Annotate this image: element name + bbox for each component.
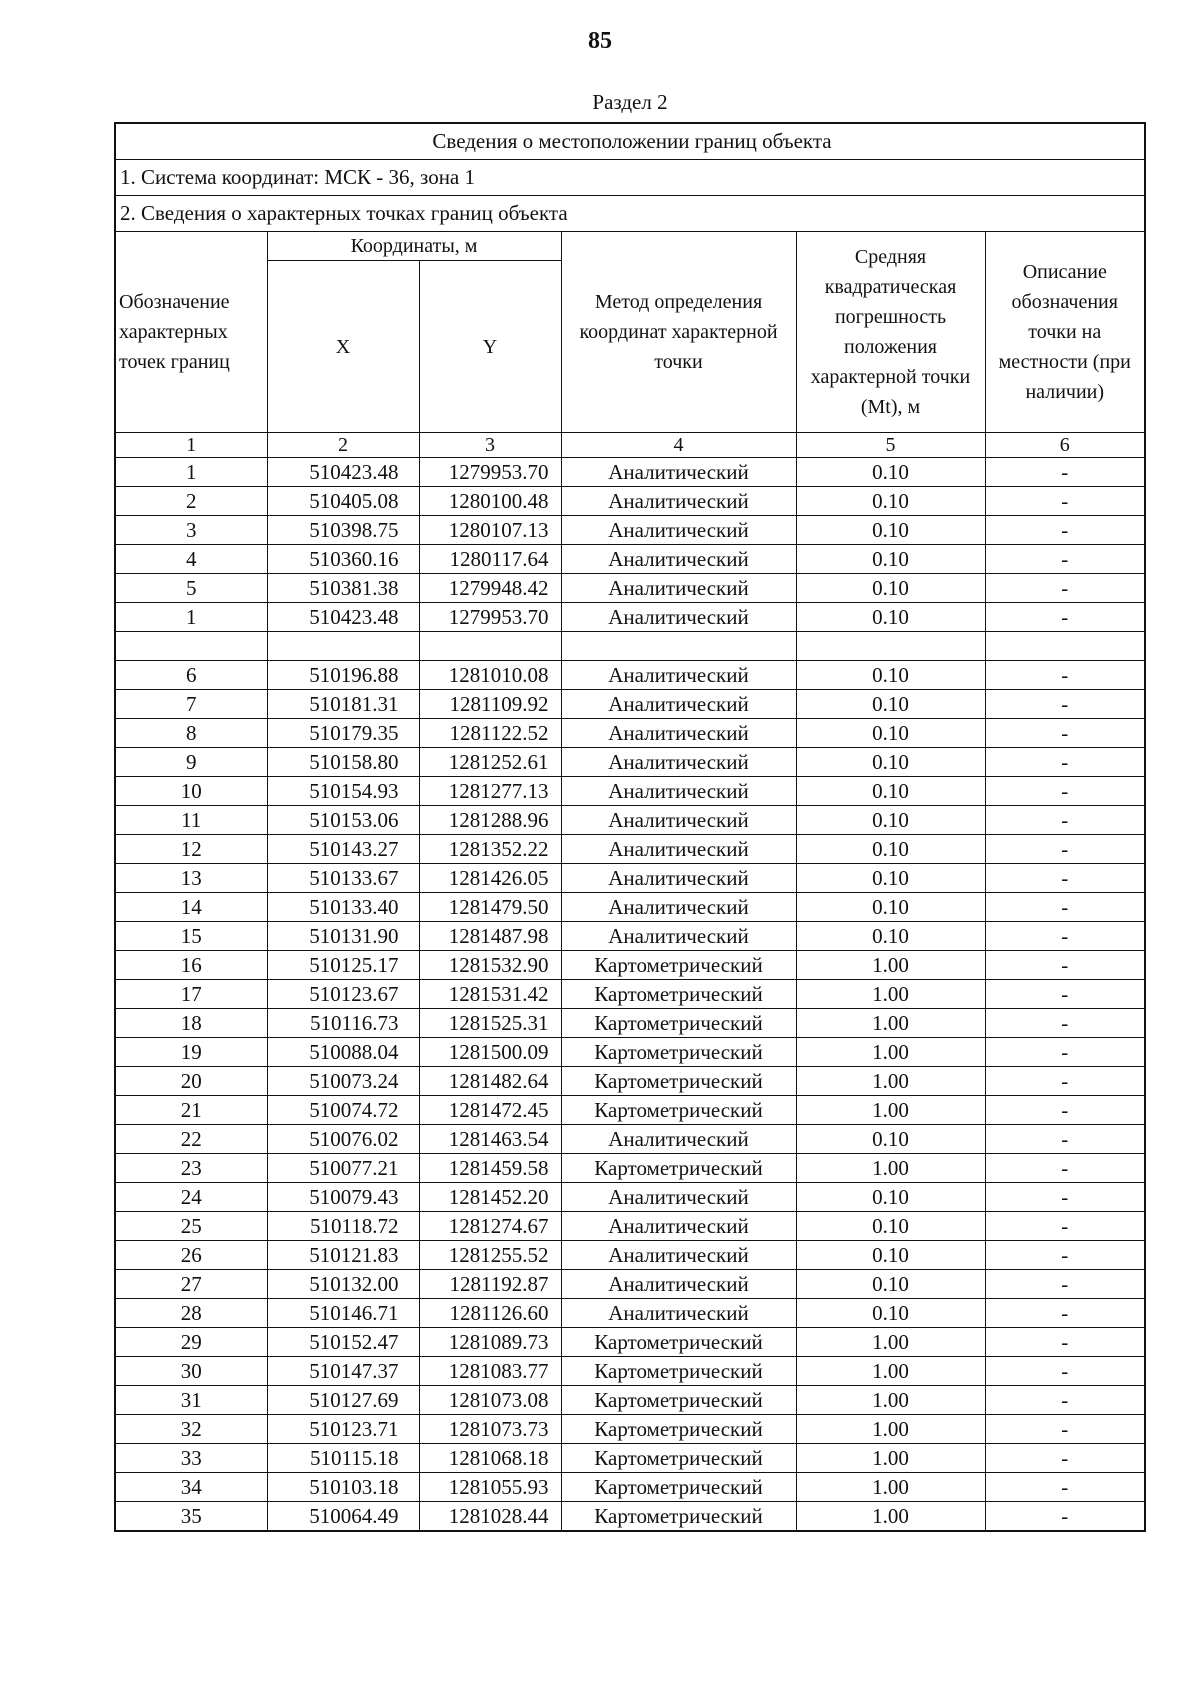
x-coordinate-cell: 510146.71 (267, 1299, 419, 1328)
description-cell: - (985, 1212, 1145, 1241)
description-cell: - (985, 603, 1145, 632)
table-row (115, 574, 1145, 603)
method-cell: Картометрический (561, 951, 796, 980)
accuracy-cell: 0.10 (796, 1241, 985, 1270)
accuracy-cell: 1.00 (796, 1444, 985, 1473)
empty-cell (419, 632, 561, 661)
y-coordinate-cell: 1281028.44 (419, 1502, 561, 1532)
description-cell: - (985, 1154, 1145, 1183)
section-title: Раздел 2 (592, 90, 668, 114)
description-cell: - (985, 951, 1145, 980)
coord-system-line: 1. Система координат: МСК - 36, зона 1 (115, 160, 1145, 196)
method-cell: Аналитический (561, 719, 796, 748)
point-number-cell: 21 (115, 1096, 267, 1125)
x-coordinate-cell: 510153.06 (267, 806, 419, 835)
header-coordinates: Координаты, м (267, 232, 561, 261)
accuracy-cell: 1.00 (796, 1502, 985, 1532)
table-row (115, 690, 1145, 719)
y-coordinate-cell: 1281288.96 (419, 806, 561, 835)
description-cell: - (985, 574, 1145, 603)
method-cell: Аналитический (561, 1241, 796, 1270)
column-number: 4 (561, 433, 796, 458)
header-y: Y (419, 261, 561, 433)
x-coordinate-cell: 510125.17 (267, 951, 419, 980)
column-number: 6 (985, 433, 1145, 458)
method-cell: Аналитический (561, 835, 796, 864)
method-cell: Аналитический (561, 748, 796, 777)
y-coordinate-cell: 1281482.64 (419, 1067, 561, 1096)
method-cell: Аналитический (561, 487, 796, 516)
description-cell: - (985, 1357, 1145, 1386)
y-coordinate-cell: 1281426.05 (419, 864, 561, 893)
x-coordinate-cell: 510143.27 (267, 835, 419, 864)
method-cell: Картометрический (561, 1357, 796, 1386)
table-row (115, 748, 1145, 777)
point-number-cell: 5 (115, 574, 267, 603)
x-coordinate-cell: 510179.35 (267, 719, 419, 748)
description-cell: - (985, 1502, 1145, 1532)
y-coordinate-cell: 1281255.52 (419, 1241, 561, 1270)
accuracy-cell: 1.00 (796, 1386, 985, 1415)
table-row (115, 1270, 1145, 1299)
accuracy-cell: 0.10 (796, 690, 985, 719)
description-cell: - (985, 516, 1145, 545)
separator-row (115, 632, 1145, 661)
empty-cell (561, 632, 796, 661)
table-row (115, 922, 1145, 951)
point-number-cell: 7 (115, 690, 267, 719)
table-row (115, 661, 1145, 690)
x-coordinate-cell: 510118.72 (267, 1212, 419, 1241)
description-cell: - (985, 922, 1145, 951)
y-coordinate-cell: 1281500.09 (419, 1038, 561, 1067)
accuracy-cell: 1.00 (796, 1357, 985, 1386)
column-number: 2 (267, 433, 419, 458)
table-row (115, 1212, 1145, 1241)
table-row (115, 777, 1145, 806)
method-cell: Аналитический (561, 806, 796, 835)
x-coordinate-cell: 510423.48 (267, 458, 419, 487)
method-cell: Аналитический (561, 661, 796, 690)
column-number: 5 (796, 433, 985, 458)
table-row (115, 1125, 1145, 1154)
point-number-cell: 6 (115, 661, 267, 690)
description-cell: - (985, 1415, 1145, 1444)
header-accuracy: Средняя квадратическая погрешность положения характерной точки (Mt), м (796, 232, 985, 433)
point-number-cell: 11 (115, 806, 267, 835)
table-row (115, 893, 1145, 922)
table-title: Сведения о местоположении границ объекта (115, 123, 1145, 160)
empty-cell (796, 632, 985, 661)
y-coordinate-cell: 1281089.73 (419, 1328, 561, 1357)
description-cell: - (985, 1096, 1145, 1125)
table-row (115, 1444, 1145, 1473)
accuracy-cell: 0.10 (796, 487, 985, 516)
y-coordinate-cell: 1281472.45 (419, 1096, 561, 1125)
x-coordinate-cell: 510158.80 (267, 748, 419, 777)
x-coordinate-cell: 510152.47 (267, 1328, 419, 1357)
table-row (115, 1473, 1145, 1502)
y-coordinate-cell: 1281352.22 (419, 835, 561, 864)
table-row (115, 951, 1145, 980)
description-cell: - (985, 835, 1145, 864)
method-cell: Аналитический (561, 1299, 796, 1328)
method-cell: Аналитический (561, 1183, 796, 1212)
column-number: 3 (419, 433, 561, 458)
column-number: 1 (115, 433, 267, 458)
method-cell: Аналитический (561, 922, 796, 951)
y-coordinate-cell: 1281010.08 (419, 661, 561, 690)
accuracy-cell: 0.10 (796, 719, 985, 748)
x-coordinate-cell: 510088.04 (267, 1038, 419, 1067)
accuracy-cell: 0.10 (796, 1299, 985, 1328)
method-cell: Картометрический (561, 1096, 796, 1125)
accuracy-cell: 0.10 (796, 603, 985, 632)
point-number-cell: 14 (115, 893, 267, 922)
point-number-cell: 28 (115, 1299, 267, 1328)
x-coordinate-cell: 510133.40 (267, 893, 419, 922)
x-coordinate-cell: 510116.73 (267, 1009, 419, 1038)
point-number-cell: 17 (115, 980, 267, 1009)
point-number-cell: 34 (115, 1473, 267, 1502)
description-cell: - (985, 1270, 1145, 1299)
description-cell: - (985, 893, 1145, 922)
point-number-cell: 22 (115, 1125, 267, 1154)
accuracy-cell: 1.00 (796, 1415, 985, 1444)
table-row (115, 864, 1145, 893)
table-row (115, 516, 1145, 545)
accuracy-cell: 1.00 (796, 1328, 985, 1357)
description-cell: - (985, 1386, 1145, 1415)
accuracy-cell: 0.10 (796, 1270, 985, 1299)
table-row (115, 603, 1145, 632)
description-cell: - (985, 1241, 1145, 1270)
accuracy-cell: 1.00 (796, 1096, 985, 1125)
description-cell: - (985, 1299, 1145, 1328)
x-coordinate-cell: 510381.38 (267, 574, 419, 603)
table-row (115, 458, 1145, 487)
accuracy-cell: 0.10 (796, 864, 985, 893)
table-row (115, 1067, 1145, 1096)
table-row (115, 1502, 1145, 1532)
accuracy-cell: 1.00 (796, 1154, 985, 1183)
method-cell: Аналитический (561, 574, 796, 603)
accuracy-cell: 0.10 (796, 1183, 985, 1212)
table-row (115, 1328, 1145, 1357)
point-number-cell: 15 (115, 922, 267, 951)
description-cell: - (985, 1444, 1145, 1473)
table-row (115, 545, 1145, 574)
table-row (115, 1299, 1145, 1328)
y-coordinate-cell: 1281055.93 (419, 1473, 561, 1502)
y-coordinate-cell: 1281073.08 (419, 1386, 561, 1415)
description-cell: - (985, 1473, 1145, 1502)
x-coordinate-cell: 510064.49 (267, 1502, 419, 1532)
method-cell: Картометрический (561, 1386, 796, 1415)
y-coordinate-cell: 1281109.92 (419, 690, 561, 719)
y-coordinate-cell: 1281532.90 (419, 951, 561, 980)
x-coordinate-cell: 510076.02 (267, 1125, 419, 1154)
point-number-cell: 4 (115, 545, 267, 574)
point-number-cell: 19 (115, 1038, 267, 1067)
empty-cell (115, 632, 267, 661)
y-coordinate-cell: 1280100.48 (419, 487, 561, 516)
y-coordinate-cell: 1279953.70 (419, 458, 561, 487)
y-coordinate-cell: 1280107.13 (419, 516, 561, 545)
table-row (115, 1386, 1145, 1415)
y-coordinate-cell: 1281126.60 (419, 1299, 561, 1328)
table-row (115, 1183, 1145, 1212)
method-cell: Аналитический (561, 603, 796, 632)
x-coordinate-cell: 510147.37 (267, 1357, 419, 1386)
accuracy-cell: 0.10 (796, 661, 985, 690)
accuracy-cell: 1.00 (796, 1473, 985, 1502)
y-coordinate-cell: 1281459.58 (419, 1154, 561, 1183)
table-row (115, 1415, 1145, 1444)
y-coordinate-cell: 1281463.54 (419, 1125, 561, 1154)
description-cell: - (985, 806, 1145, 835)
description-cell: - (985, 1183, 1145, 1212)
point-number-cell: 10 (115, 777, 267, 806)
method-cell: Аналитический (561, 690, 796, 719)
accuracy-cell: 0.10 (796, 777, 985, 806)
y-coordinate-cell: 1281122.52 (419, 719, 561, 748)
x-coordinate-cell: 510073.24 (267, 1067, 419, 1096)
accuracy-cell: 0.10 (796, 458, 985, 487)
accuracy-cell: 0.10 (796, 1125, 985, 1154)
header-x: X (267, 261, 419, 433)
y-coordinate-cell: 1281487.98 (419, 922, 561, 951)
description-cell: - (985, 661, 1145, 690)
description-cell: - (985, 487, 1145, 516)
column-numbers-row (115, 433, 1145, 458)
y-coordinate-cell: 1281073.73 (419, 1415, 561, 1444)
x-coordinate-cell: 510132.00 (267, 1270, 419, 1299)
empty-cell (985, 632, 1145, 661)
empty-cell (267, 632, 419, 661)
point-number-cell: 29 (115, 1328, 267, 1357)
y-coordinate-cell: 1281277.13 (419, 777, 561, 806)
accuracy-cell: 0.10 (796, 545, 985, 574)
description-cell: - (985, 458, 1145, 487)
point-number-cell: 1 (115, 458, 267, 487)
method-cell: Картометрический (561, 1415, 796, 1444)
method-cell: Аналитический (561, 893, 796, 922)
x-coordinate-cell: 510360.16 (267, 545, 419, 574)
method-cell: Картометрический (561, 1444, 796, 1473)
header-description: Описание обозначения точки на местности (при наличии) (985, 232, 1145, 433)
point-number-cell: 27 (115, 1270, 267, 1299)
method-cell: Аналитический (561, 458, 796, 487)
y-coordinate-cell: 1281274.67 (419, 1212, 561, 1241)
table-row (115, 487, 1145, 516)
point-number-cell: 20 (115, 1067, 267, 1096)
accuracy-cell: 0.10 (796, 1212, 985, 1241)
accuracy-cell: 0.10 (796, 748, 985, 777)
method-cell: Картометрический (561, 1009, 796, 1038)
point-number-cell: 35 (115, 1502, 267, 1532)
y-coordinate-cell: 1280117.64 (419, 545, 561, 574)
description-cell: - (985, 777, 1145, 806)
accuracy-cell: 0.10 (796, 835, 985, 864)
table-row (115, 1241, 1145, 1270)
method-cell: Аналитический (561, 1270, 796, 1299)
point-number-cell: 2 (115, 487, 267, 516)
y-coordinate-cell: 1281525.31 (419, 1009, 561, 1038)
table-row (115, 1096, 1145, 1125)
x-coordinate-cell: 510077.21 (267, 1154, 419, 1183)
description-cell: - (985, 864, 1145, 893)
x-coordinate-cell: 510133.67 (267, 864, 419, 893)
header-method: Метод определения координат характерной точки (561, 232, 796, 433)
table-row (115, 1357, 1145, 1386)
y-coordinate-cell: 1281192.87 (419, 1270, 561, 1299)
x-coordinate-cell: 510398.75 (267, 516, 419, 545)
description-cell: - (985, 690, 1145, 719)
point-number-cell: 8 (115, 719, 267, 748)
accuracy-cell: 0.10 (796, 806, 985, 835)
accuracy-cell: 1.00 (796, 1009, 985, 1038)
description-cell: - (985, 719, 1145, 748)
accuracy-cell: 1.00 (796, 1067, 985, 1096)
x-coordinate-cell: 510103.18 (267, 1473, 419, 1502)
accuracy-cell: 0.10 (796, 893, 985, 922)
table-row (115, 1009, 1145, 1038)
table-row (115, 835, 1145, 864)
y-coordinate-cell: 1279953.70 (419, 603, 561, 632)
x-coordinate-cell: 510121.83 (267, 1241, 419, 1270)
points-heading: 2. Сведения о характерных точках границ объекта (115, 196, 1145, 232)
description-cell: - (985, 748, 1145, 777)
x-coordinate-cell: 510154.93 (267, 777, 419, 806)
y-coordinate-cell: 1281252.61 (419, 748, 561, 777)
header-point-designation: Обозначение характерных точек границ (115, 232, 267, 433)
description-cell: - (985, 1038, 1145, 1067)
page-number: 85 (588, 28, 612, 54)
x-coordinate-cell: 510123.67 (267, 980, 419, 1009)
x-coordinate-cell: 510115.18 (267, 1444, 419, 1473)
y-coordinate-cell: 1281452.20 (419, 1183, 561, 1212)
description-cell: - (985, 1125, 1145, 1154)
method-cell: Картометрический (561, 1038, 796, 1067)
x-coordinate-cell: 510423.48 (267, 603, 419, 632)
point-number-cell: 1 (115, 603, 267, 632)
x-coordinate-cell: 510405.08 (267, 487, 419, 516)
accuracy-cell: 0.10 (796, 516, 985, 545)
method-cell: Картометрический (561, 980, 796, 1009)
x-coordinate-cell: 510196.88 (267, 661, 419, 690)
description-cell: - (985, 980, 1145, 1009)
point-number-cell: 23 (115, 1154, 267, 1183)
y-coordinate-cell: 1281083.77 (419, 1357, 561, 1386)
y-coordinate-cell: 1279948.42 (419, 574, 561, 603)
table-row (115, 980, 1145, 1009)
table-row (115, 1154, 1145, 1183)
y-coordinate-cell: 1281479.50 (419, 893, 561, 922)
method-cell: Аналитический (561, 1212, 796, 1241)
method-cell: Картометрический (561, 1328, 796, 1357)
method-cell: Аналитический (561, 777, 796, 806)
table-row (115, 1038, 1145, 1067)
y-coordinate-cell: 1281068.18 (419, 1444, 561, 1473)
point-number-cell: 32 (115, 1415, 267, 1444)
x-coordinate-cell: 510074.72 (267, 1096, 419, 1125)
point-number-cell: 31 (115, 1386, 267, 1415)
method-cell: Картометрический (561, 1473, 796, 1502)
accuracy-cell: 1.00 (796, 980, 985, 1009)
accuracy-cell: 1.00 (796, 1038, 985, 1067)
point-number-cell: 16 (115, 951, 267, 980)
x-coordinate-cell: 510127.69 (267, 1386, 419, 1415)
method-cell: Аналитический (561, 516, 796, 545)
method-cell: Аналитический (561, 864, 796, 893)
description-cell: - (985, 1009, 1145, 1038)
accuracy-cell: 1.00 (796, 951, 985, 980)
method-cell: Картометрический (561, 1067, 796, 1096)
boundary-points-table (114, 122, 1146, 1532)
point-number-cell: 24 (115, 1183, 267, 1212)
method-cell: Аналитический (561, 545, 796, 574)
point-number-cell: 13 (115, 864, 267, 893)
point-number-cell: 25 (115, 1212, 267, 1241)
point-number-cell: 18 (115, 1009, 267, 1038)
description-cell: - (985, 545, 1145, 574)
table-row (115, 806, 1145, 835)
method-cell: Картометрический (561, 1154, 796, 1183)
x-coordinate-cell: 510123.71 (267, 1415, 419, 1444)
method-cell: Картометрический (561, 1502, 796, 1532)
y-coordinate-cell: 1281531.42 (419, 980, 561, 1009)
point-number-cell: 12 (115, 835, 267, 864)
point-number-cell: 9 (115, 748, 267, 777)
x-coordinate-cell: 510131.90 (267, 922, 419, 951)
table-row (115, 719, 1145, 748)
description-cell: - (985, 1067, 1145, 1096)
description-cell: - (985, 1328, 1145, 1357)
x-coordinate-cell: 510181.31 (267, 690, 419, 719)
point-number-cell: 26 (115, 1241, 267, 1270)
x-coordinate-cell: 510079.43 (267, 1183, 419, 1212)
point-number-cell: 33 (115, 1444, 267, 1473)
point-number-cell: 30 (115, 1357, 267, 1386)
accuracy-cell: 0.10 (796, 922, 985, 951)
point-number-cell: 3 (115, 516, 267, 545)
accuracy-cell: 0.10 (796, 574, 985, 603)
method-cell: Аналитический (561, 1125, 796, 1154)
